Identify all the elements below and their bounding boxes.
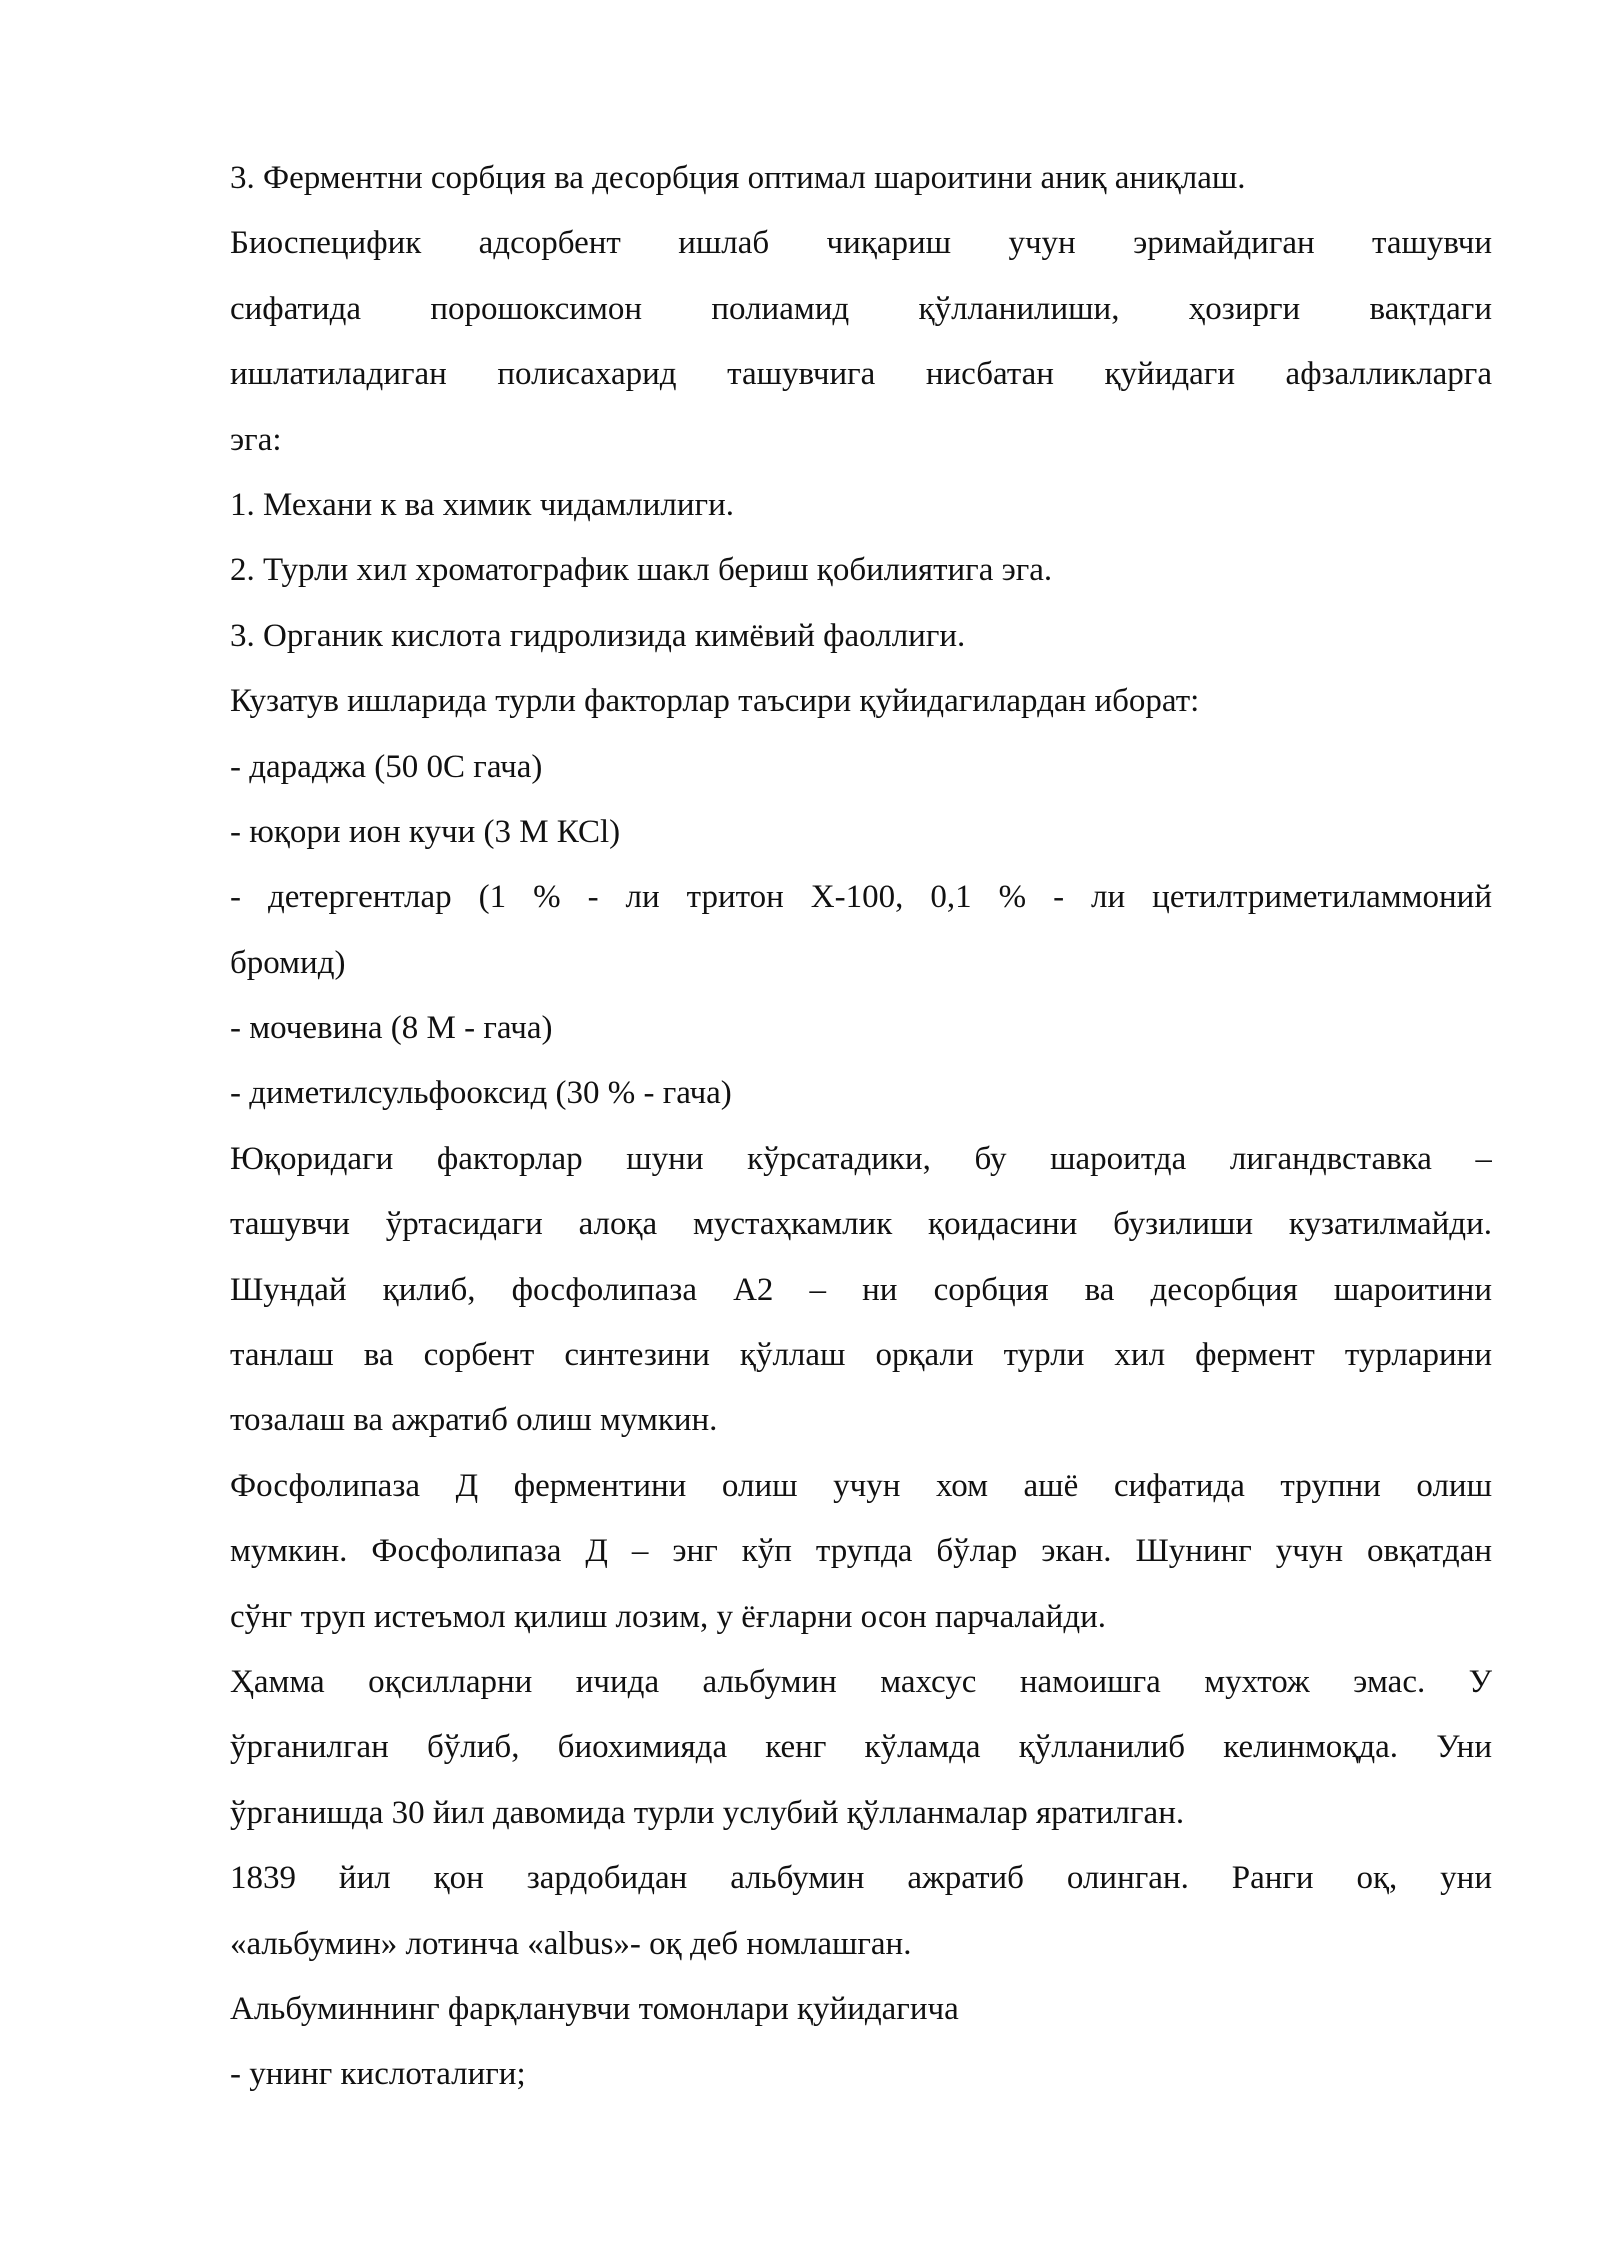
text-line: Юқоридаги факторлар шуни кўрсатадики, бу шароитда лигандвставка – [230,1140,1492,1177]
text-line: бромид) [230,944,346,981]
text-line: Ҳамма оқсилларни ичида альбумин махсус намоишга мухтож эмас. У [230,1663,1492,1700]
text-line: сифатида порошоксимон полиамид қўлланилиши, ҳозирги вақтдаги [230,290,1492,327]
list-item: - юқори ион кучи (3 M КСl) [230,813,621,850]
text-line: танлаш ва сорбент синтезини қўллаш орқали турли хил фермент турларини [230,1337,1492,1374]
list-item: - дараджа (50 0С гача) [230,748,543,785]
text-line: 1839 йил қон зардобидан альбумин ажратиб олинган. Ранги оқ, уни [230,1860,1492,1897]
text-line: Фосфолипаза Д ферментини олиш учун хом ашё сифатида трупни олиш [230,1467,1492,1504]
text-line: Биоспецифик адсорбент ишлаб чиқариш учун эримайдиган ташувчи [230,225,1492,262]
text-line: мумкин. Фосфолипаза Д – энг кўп трупда бўлар экан. Шунинг учун овқатдан [230,1533,1492,1570]
text-line: эга: [230,421,282,458]
text-line: ташувчи ўртасидаги алоқа мустаҳкамлик қоидасини бузилиши кузатилмайди. [230,1206,1492,1243]
text-line: ўрганилган бўлиб, биохимияда кенг кўламда қўлланилиб келинмоқда. Уни [230,1729,1492,1766]
body-text [230,146,1492,2108]
list-item: 2. Турли хил хроматографик шакл бериш қобилиятига эга. [230,552,1053,589]
text-line: «альбумин» лотинча «albus»- оқ деб номлашган. [230,1925,912,1962]
text-line: Шундай қилиб, фосфолипаза А2 – ни сорбция ва десорбция шароитини [230,1271,1492,1308]
list-item: - мочевина (8 М - гача) [230,1010,553,1047]
text-line: ўрганишда 30 йил давомида турли услубий қўлланмалар яратилган. [230,1794,1185,1831]
list-item: 1. Механи к ва химик чидамлилиги. [230,486,734,523]
list-item: - унинг кислоталиги; [230,2056,526,2093]
text-line: сўнг труп истеъмол қилиш лозим, у ёғларни осон парчалайди. [230,1598,1107,1635]
text-line: Альбуминнинг фарқланувчи томонлари қуйидагича [230,1990,959,2027]
list-item: 3. Органик кислота гидролизида кимёвий фаоллиги. [230,617,966,654]
text-line: ишлатиладиган полисахарид ташувчига нисбатан қуйидаги афзалликларга [230,356,1492,393]
list-item: - диметилсульфооксид (30 % - гача) [230,1075,732,1112]
text-line: 3. Ферментни сорбция ва десорбция оптимал шароитини аниқ аниқлаш. [230,160,1246,196]
text-line: тозалаш ва ажратиб олиш мумкин. [230,1402,718,1439]
text-line: Кузатув ишларида турли факторлар таъсири қуйидагилардан иборат: [230,683,1200,720]
list-item: - детергентлар (1 % - ли тритон Х-100, 0,1 % - ли цетилтриметиламмоний [230,879,1492,916]
